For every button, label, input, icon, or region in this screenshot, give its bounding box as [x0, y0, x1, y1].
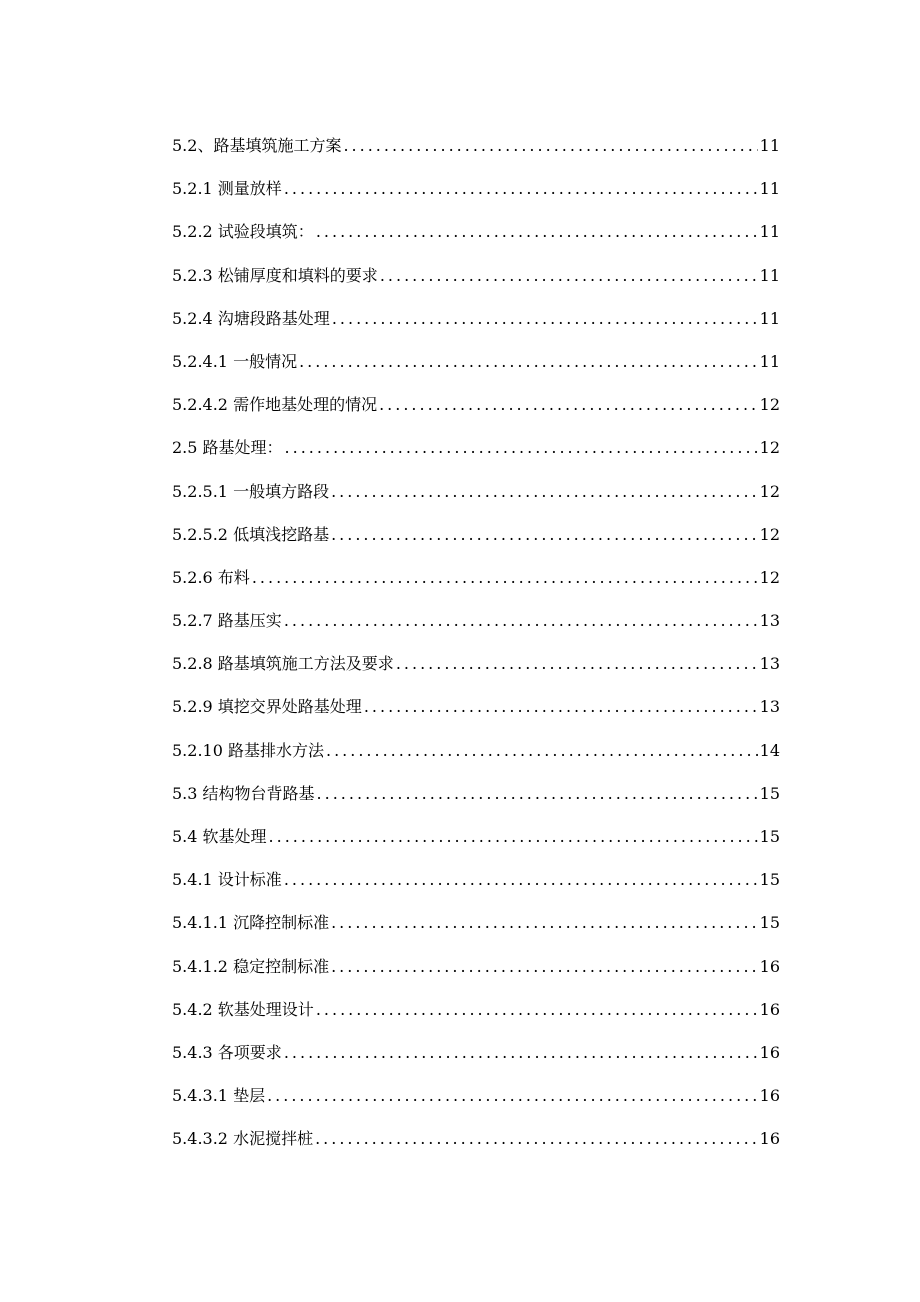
- toc-entry[interactable]: [172, 988, 780, 1031]
- toc-entry[interactable]: [172, 556, 780, 599]
- toc-page-number: 11: [759, 136, 780, 155]
- toc-entry[interactable]: [172, 124, 780, 167]
- toc-entry[interactable]: [172, 901, 780, 944]
- toc-dot-leader: [331, 470, 758, 513]
- toc-page-number: 16: [759, 956, 780, 976]
- toc-dot-leader: [267, 1074, 758, 1117]
- toc-page-number: 15: [759, 870, 780, 890]
- toc-entry-title: 5.2.8 路基填筑施工方法及要求: [172, 654, 394, 674]
- toc-dot-leader: [380, 254, 758, 297]
- toc-dot-leader: [284, 858, 758, 901]
- toc-dot-leader: [252, 556, 758, 599]
- toc-dot-leader: [269, 815, 758, 858]
- toc-entry-title: 5.2.1 测量放样: [172, 179, 282, 199]
- toc-entry[interactable]: [172, 1074, 780, 1117]
- toc-page-number: 15: [759, 913, 780, 933]
- toc-page-number: 15: [759, 827, 780, 846]
- toc-entry[interactable]: [172, 1031, 780, 1074]
- toc-entry[interactable]: [172, 729, 780, 772]
- table-of-contents: [172, 124, 780, 1161]
- toc-dot-leader: [331, 513, 758, 556]
- toc-dot-leader: [379, 383, 758, 426]
- toc-dot-leader: [396, 642, 758, 685]
- toc-page-number: 11: [759, 308, 780, 328]
- toc-entry-title: 5.2.4 沟塘段路基处理: [172, 308, 330, 328]
- toc-dot-leader: [326, 729, 758, 772]
- toc-page-number: 12: [759, 395, 780, 415]
- toc-entry-title: 5.2.3 松铺厚度和填料的要求: [172, 265, 378, 285]
- toc-entry-title: 5.2.5.2 低填浅挖路基: [172, 524, 330, 544]
- toc-entry[interactable]: [172, 383, 780, 426]
- toc-entry[interactable]: [172, 426, 780, 469]
- toc-entry-title: 5.2.2 试验段填筑：: [172, 222, 314, 242]
- toc-page-number: 15: [759, 783, 780, 803]
- toc-entry-title: 5.2.9 填挖交界处路基处理: [172, 697, 362, 717]
- toc-page-number: 11: [759, 351, 780, 371]
- toc-entry-title: 5.4.1 设计标准: [172, 870, 282, 890]
- toc-page-number: 12: [759, 524, 780, 544]
- toc-entry[interactable]: [172, 254, 780, 297]
- toc-page-number: 14: [759, 740, 780, 760]
- toc-entry[interactable]: [172, 297, 780, 340]
- toc-entry[interactable]: [172, 815, 780, 858]
- toc-page-number: 12: [759, 567, 780, 587]
- toc-dot-leader: [331, 901, 758, 944]
- toc-page-number: 16: [759, 1086, 780, 1106]
- toc-page-number: 12: [759, 438, 780, 458]
- toc-dot-leader: [316, 210, 758, 253]
- toc-entry-title: 5.2.5.1 一般填方路段: [172, 481, 330, 501]
- toc-dot-leader: [299, 340, 758, 383]
- toc-entry-title: 2.5 路基处理：: [172, 438, 283, 458]
- toc-entry[interactable]: [172, 945, 780, 988]
- toc-page-number: 16: [759, 1129, 780, 1149]
- toc-entry-title: 5.3 结构物台背路基: [172, 783, 315, 803]
- toc-entry-title: 5.2.4.1 一般情况: [172, 351, 298, 371]
- toc-entry-title: 5.4.1.1 沉降控制标准: [172, 913, 330, 933]
- toc-entry[interactable]: [172, 858, 780, 901]
- toc-entry[interactable]: [172, 685, 780, 728]
- toc-dot-leader: [284, 599, 758, 642]
- toc-entry-title: 5.2、路基填筑施工方案: [172, 136, 342, 155]
- toc-entry-title: 5.4.3 各项要求: [172, 1042, 282, 1062]
- toc-entry[interactable]: [172, 772, 780, 815]
- toc-dot-leader: [284, 167, 758, 210]
- toc-page-number: 16: [759, 999, 780, 1019]
- toc-dot-leader: [331, 945, 758, 988]
- toc-entry[interactable]: [172, 599, 780, 642]
- toc-dot-leader: [317, 772, 758, 815]
- toc-entry[interactable]: [172, 1117, 780, 1160]
- toc-entry[interactable]: [172, 340, 780, 383]
- toc-dot-leader: [285, 426, 758, 469]
- toc-dot-leader: [343, 124, 757, 167]
- toc-page-number: 11: [759, 179, 780, 199]
- toc-page-number: 13: [759, 697, 780, 717]
- toc-dot-leader: [315, 1117, 758, 1160]
- toc-page-number: 16: [759, 1042, 780, 1062]
- toc-page-number: 13: [759, 611, 780, 631]
- toc-entry-title: 5.4 软基处理: [172, 827, 267, 846]
- toc-entry[interactable]: [172, 513, 780, 556]
- toc-page-number: 11: [759, 265, 780, 285]
- toc-entry-title: 5.2.4.2 需作地基处理的情况: [172, 395, 378, 415]
- toc-entry-title: 5.4.1.2 稳定控制标准: [172, 956, 330, 976]
- toc-entry-title: 5.4.3.1 垫层: [172, 1086, 266, 1106]
- toc-entry[interactable]: [172, 167, 780, 210]
- toc-entry-title: 5.2.10 路基排水方法: [172, 740, 324, 760]
- toc-dot-leader: [284, 1031, 758, 1074]
- toc-entry-title: 5.4.2 软基处理设计: [172, 999, 314, 1019]
- toc-page-number: 11: [759, 222, 780, 242]
- toc-entry[interactable]: [172, 470, 780, 513]
- toc-dot-leader: [316, 988, 758, 1031]
- toc-page-number: 12: [759, 481, 780, 501]
- toc-page-number: 13: [759, 654, 780, 674]
- toc-entry[interactable]: [172, 210, 780, 253]
- toc-entry-title: 5.4.3.2 水泥搅拌桩: [172, 1129, 314, 1149]
- toc-dot-leader: [332, 297, 758, 340]
- toc-entry[interactable]: [172, 642, 780, 685]
- toc-dot-leader: [364, 685, 758, 728]
- toc-entry-title: 5.2.7 路基压实: [172, 611, 282, 631]
- toc-entry-title: 5.2.6 布料: [172, 567, 250, 587]
